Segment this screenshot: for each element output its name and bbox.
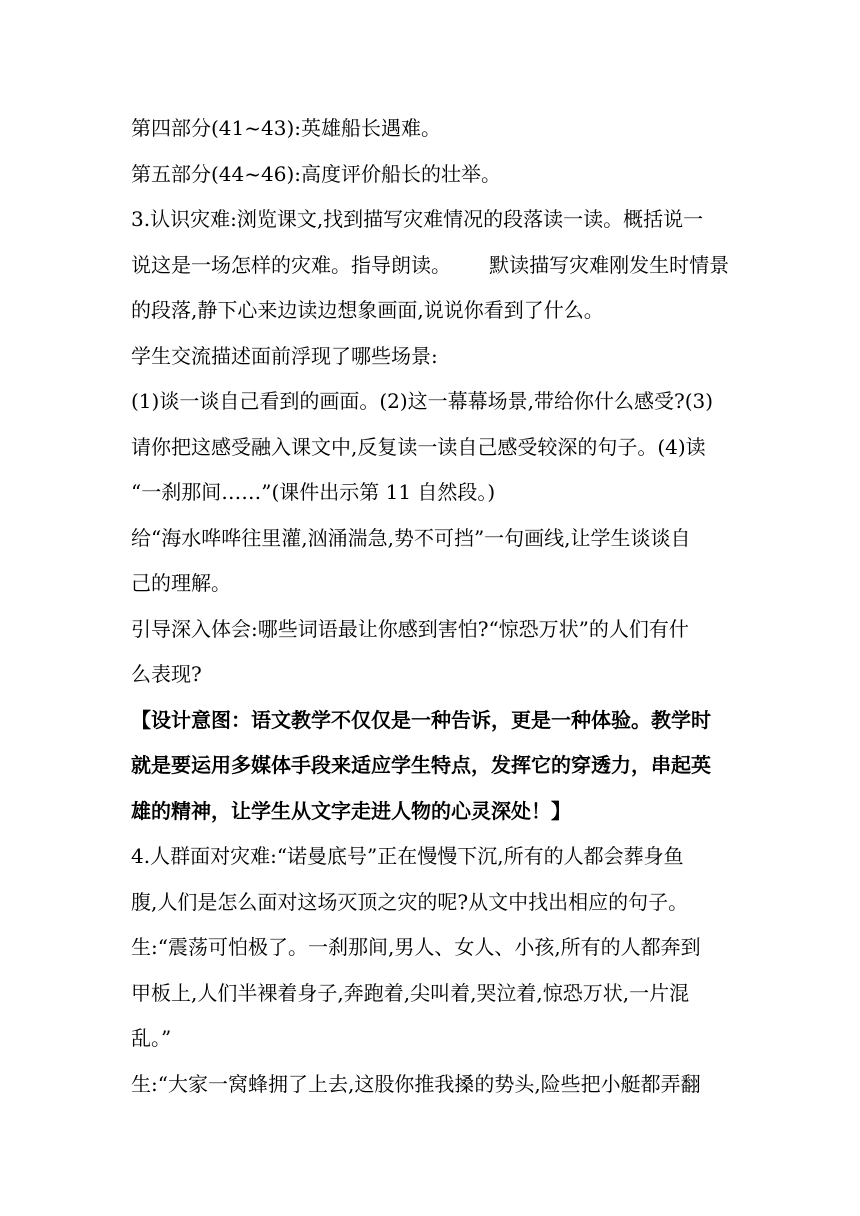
text-line: 腹,人们是怎么面对这场灭顶之灾的呢?从文中找出相应的句子。 [131, 889, 689, 914]
text-line: 学生交流描述面前浮现了哪些场景: [131, 343, 438, 368]
text-line: 说这是一场怎样的灾难。指导朗读。 默读描写灾难刚发生时情景 [131, 252, 730, 277]
text-line: (1)谈一谈自己看到的画面。(2)这一幕幕场景,带给你什么感受?(3) [131, 389, 714, 413]
text-line: 给“海水哗哗往里灌,汹涌湍急,势不可挡”一句画线,让学生谈谈自 [131, 525, 691, 550]
body-text [131, 106, 731, 1107]
text-line: 第四部分(41~43):英雄船长遇难。 [131, 116, 441, 140]
text-line: 生:“震荡可怕极了。一刹那间,男人、女人、小孩,所有的人都奔到 [131, 935, 701, 959]
design-intent-line: 【设计意图：语文教学不仅仅是一种告诉，更是一种体验。教学时 [131, 707, 711, 732]
text-line: 3.认识灾难:浏览课文,找到描写灾难情况的段落读一读。概括说一 [131, 207, 704, 231]
text-line: 引导深入体会:哪些词语最让你感到害怕?“惊恐万状”的人们有什 [131, 616, 689, 641]
text-line: 生:“大家一窝蜂拥了上去,这股你推我搡的势头,险些把小艇都弄翻 [131, 1071, 701, 1096]
text-line: 乱。” [131, 1026, 172, 1050]
design-intent-line: 雄的精神，让学生从文字走进人物的心灵深处！】 [131, 798, 571, 823]
text-line: 请你把这感受融入课文中,反复读一读自己感受较深的句子。(4)读 [131, 434, 706, 459]
design-intent-line: 就是要运用多媒体手段来适应学生特点，发挥它的穿透力，串起英 [131, 753, 711, 777]
text-line: 4.人群面对灾难:“诺曼底号”正在慢慢下沉,所有的人都会葬身鱼 [131, 844, 684, 868]
text-line: “一刹那间……”(课件出示第 11 自然段。) [131, 480, 496, 504]
text-line: 己的理解。 [131, 571, 231, 595]
text-line: 甲板上,人们半裸着身子,奔跑着,尖叫着,哭泣着,惊恐万状,一片混 [131, 980, 690, 1005]
text-line: 么表现? [131, 662, 202, 686]
text-line: 的段落,静下心来边读边想象画面,说说你看到了什么。 [131, 298, 604, 322]
text-line: 第五部分(44~46):高度评价船长的壮举。 [131, 161, 501, 186]
